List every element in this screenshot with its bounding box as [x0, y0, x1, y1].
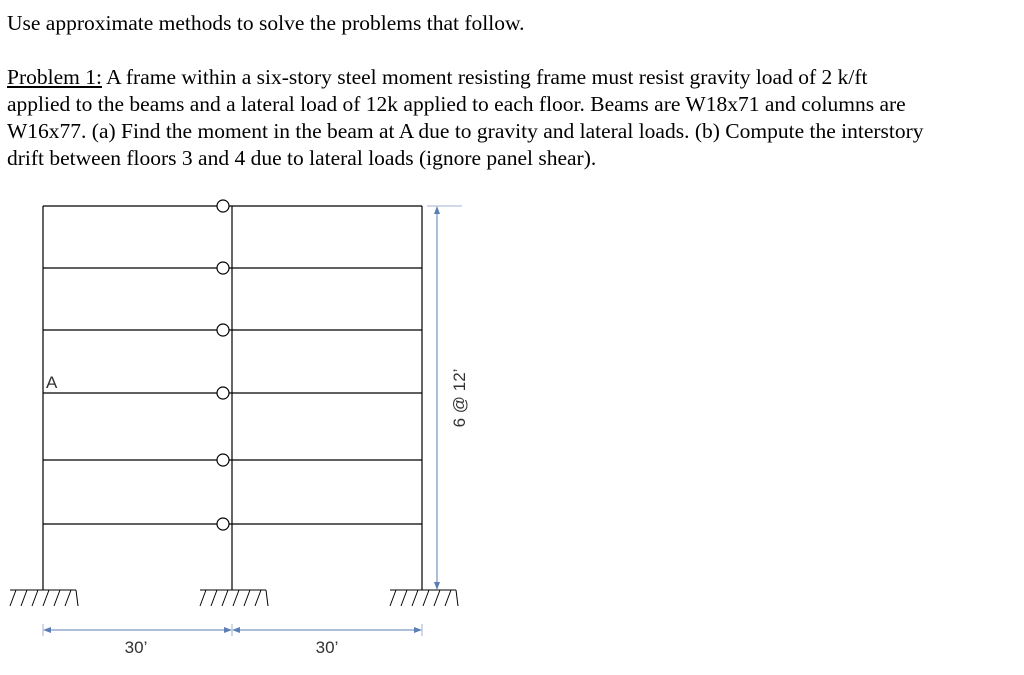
hinge-floor-5 [217, 262, 229, 274]
hinge-roof [217, 200, 229, 212]
problem-text-1: A frame within a six-story steel moment resisting frame must resist gravity load of 2 k/ft [106, 65, 868, 89]
height-dimension-label: 6 @ 12’ [450, 368, 469, 428]
fixed-support-left [10, 590, 78, 606]
problem-label: Problem 1: [7, 65, 102, 89]
intro-text: Use approximate methods to solve the problems that follow. [7, 11, 525, 35]
problem-line-4: drift between floors 3 and 4 due to lateral loads (ignore panel shear). [7, 146, 597, 170]
hinge-floor-4 [217, 324, 229, 336]
hinge-floor-3 [217, 387, 229, 399]
point-a-label: A [46, 373, 58, 392]
span-1-label: 30’ [124, 638, 148, 657]
span-dimension [43, 624, 422, 636]
fixed-support-middle [200, 590, 268, 606]
problem-line-3: W16x77. (a) Find the moment in the beam at A due to gravity and lateral loads. (b) Compute the interstory [7, 119, 924, 143]
problem-line-2: applied to the beams and a lateral load of 12k applied to each floor. Beams are W18x71 and columns are [7, 92, 906, 116]
fixed-support-right [390, 590, 458, 606]
span-2-label: 30’ [315, 638, 339, 657]
hinge-floor-2 [217, 454, 229, 466]
hinge-floor-1 [217, 518, 229, 530]
